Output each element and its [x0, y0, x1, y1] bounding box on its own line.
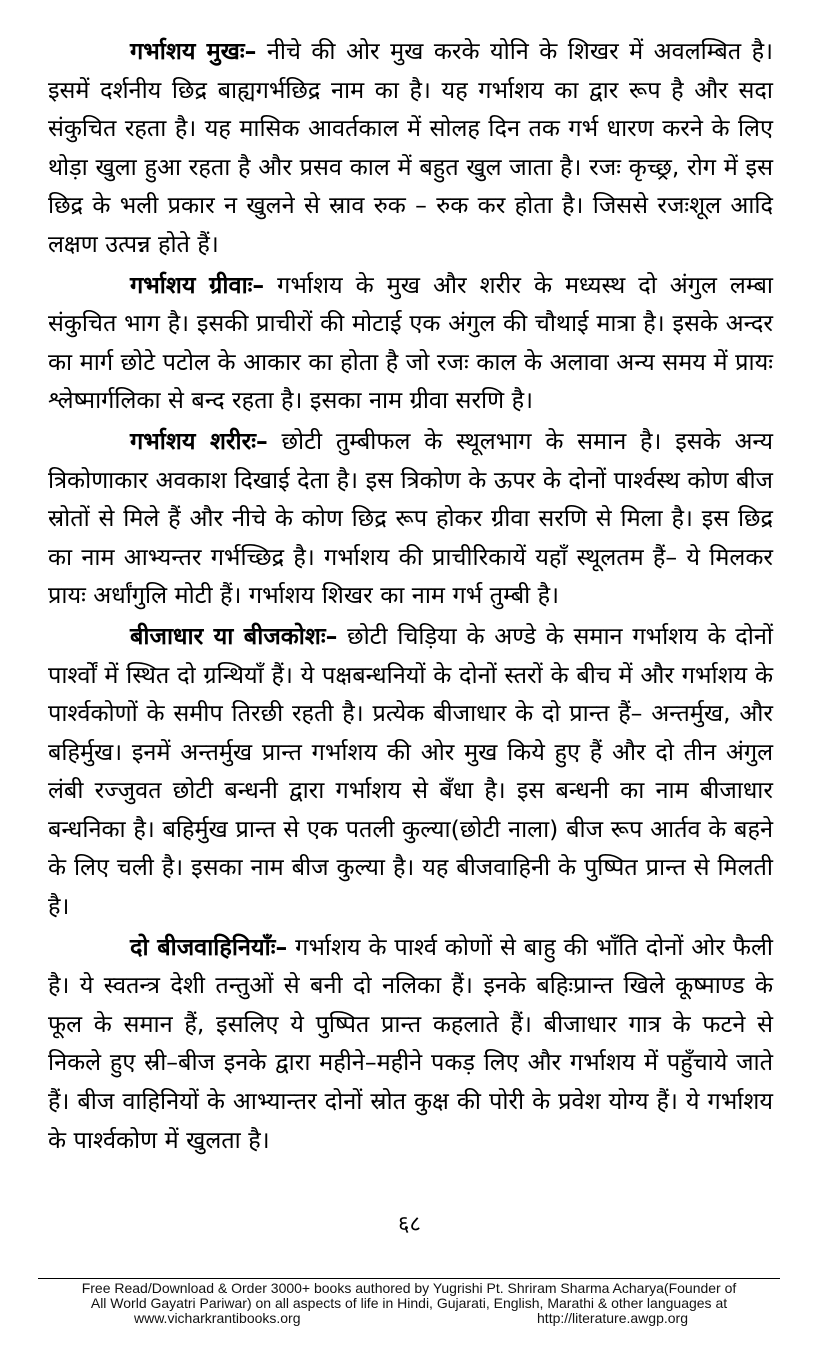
- heading-fallopian-tubes: दो बीजवाहिनियाँः–: [130, 932, 288, 961]
- footer-divider: [38, 1278, 780, 1279]
- paragraph-uterus-neck: [48, 266, 773, 420]
- heading-ovary: बीजाधार या बीजकोशः–: [130, 621, 338, 650]
- paragraph-uterus-mouth: [48, 32, 773, 264]
- paragraph-fallopian-tubes: [48, 928, 773, 1160]
- text-uterus-neck: गर्भाशय के मुख और शरीर के मध्यस्थ दो अंगुल लम्बा संकुचित भाग है। इसकी प्राचीरों की मोटाई एक अंगुल की चौथाई मात्रा है। इसके अन्दर का मार्ग छोटे पटोल के आकार का होता है जो रजः काल के अलावा अन्य समय में प्रायः श्लेष्मार्गलिका से बन्द रहता है। इसका नाम ग्रीवा सरणि है।: [48, 270, 773, 415]
- heading-uterus-body: गर्भाशय शरीरः–: [130, 426, 268, 455]
- text-uterus-body: छोटी तुम्बीफल के स्थूलभाग के समान है। इसके अन्य त्रिकोणाकार अवकाश दिखाई देता है। इस त्रिकोण के ऊपर के दोनों पार्श्वस्थ कोण बीज स्रोतों से मिले हैं और नीचे के कोण छिद्र रूप होकर ग्रीवा सरणि से मिला है। इस छिद्र का नाम आभ्यन्तर गर्भच्छिद्र है। गर्भाशय की प्राचीरिकायें यहाँ स्थूलतम हैं– ये मिलकर प्रायः अर्धांगुलि मोटी हैं। गर्भाशय शिखर का नाम गर्भ तुम्बी है।: [48, 426, 773, 610]
- heading-uterus-mouth: गर्भाशय मुखः–: [130, 37, 257, 65]
- paragraph-uterus-body: [48, 422, 773, 615]
- footer-line-2: All World Gayatri Pariwar) on all aspects of life in Hindi, Gujarati, English, Marathi & other languages at: [90, 1295, 728, 1311]
- heading-uterus-neck: गर्भाशय ग्रीवाः–: [130, 270, 265, 299]
- paragraph-ovary: [48, 617, 773, 926]
- body-text: [48, 32, 773, 1159]
- text-uterus-mouth: नीचे की ओर मुख करके योनि के शिखर में अवलम्बित है। इसमें दर्शनीय छिद्र बाह्यगर्भछिद्र नाम का है। यह गर्भाशय का द्वार रूप है और सदा संकुचित रहता है। यह मासिक आवर्तकाल में सोलह दिन तक गर्भ धारण करने के लिए थोड़ा खुला हुआ रहता है और प्रसव काल में बहुत खुल जाता है। रजः कृच्छ्र, रोग में इस छिद्र के भली प्रकार न खुलने से स्राव रुक – रुक कर होता है। जिससे रजःशूल आदि लक्षण उत्पन्न होते हैं।: [48, 37, 774, 258]
- footer-line-1: Free Read/Download & Order 3000+ books authored by Yugrishi Pt. Shriram Sharma Acharya(Founder of: [81, 1280, 737, 1296]
- text-fallopian-tubes: गर्भाशय के पार्श्व कोणों से बाहु की भाँति दोनों ओर फैली है। ये स्वतन्त्र देशी तन्तुओं से बनी दो नलिका हैं। इनके बहिःप्रान्त खिले कूष्माण्ड के फूल के समान हैं, इसलिए ये पुष्पित प्रान्त कहलाते हैं। बीजाधार गात्र के फटने से निकले हुए स्री–बीज इनके द्वारा महीने–महीने पकड़ लिए और गर्भाशय में पहुँचाये जाते हैं। बीज वाहिनियों के आभ्यान्तर दोनों स्रोत कुक्ष की पोरी के प्रवेश योग्य हैं। ये गर्भाशय के पार्श्वकोण में खुलता है।: [48, 932, 773, 1154]
- footer: [38, 1281, 780, 1326]
- footer-link-awgp[interactable]: http://literature.awgp.org: [537, 1310, 688, 1326]
- footer-links: [38, 1311, 780, 1326]
- text-ovary: छोटी चिड़िया के अण्डे के समान गर्भाशय के दोनों पार्श्वों में स्थित दो ग्रन्थियाँ हैं। ये पक्षबन्धनियों के दोनों स्तरों के बीच में और गर्भाशय के पार्श्वकोणों के समीप तिरछी रहती है। प्रत्येक बीजाधार के दो प्रान्त हैं– अन्तर्मुख, और बहिर्मुख। इनमें अन्तर्मुख प्रान्त गर्भाशय की ओर मुख किये हुए हैं और दो तीन अंगुल लंबी रज्जुवत छोटी बन्धनी द्वारा गर्भाशय से बँधा है। इस बन्धनी का नाम बीजाधार बन्धनिका है। बहिर्मुख प्रान्त से एक पतली कुल्या(छोटी नाला) बीज रूप आर्तव के बहने के लिए चली है। इसका नाम बीज कुल्या है। यह बीजवाहिनी के पुष्पित प्रान्त से मिलती है।: [48, 621, 774, 921]
- footer-link-vicharkranti[interactable]: www.vicharkrantibooks.org: [134, 1310, 301, 1326]
- page-number: ६८: [398, 1212, 421, 1237]
